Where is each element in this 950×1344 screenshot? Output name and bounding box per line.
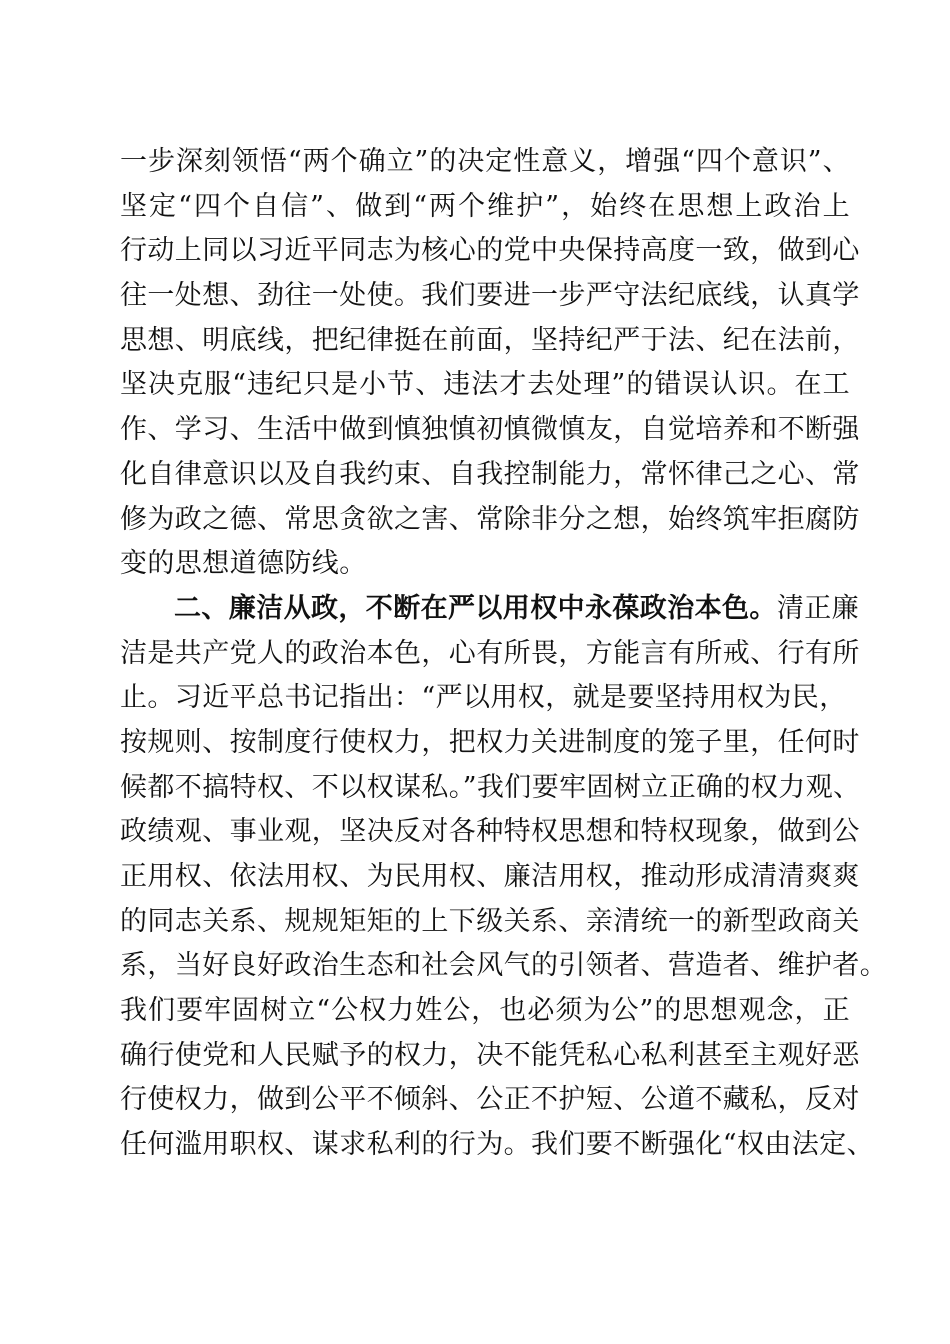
text-line: 坚决克服“违纪只是小节、违法才去处理”的错误认识。在工	[120, 369, 850, 401]
section-heading-tail: 清正廉	[776, 592, 860, 624]
text-line: 往一处想、劲往一处使。我们要进一步严守法纪底线，认真学	[120, 280, 860, 312]
text-line: 行使权力，做到公平不倾斜、公正不护短、公道不藏私，反对	[120, 1084, 860, 1116]
text-line: 确行使党和人民赋予的权力，决不能凭私心私利甚至主观好恶	[120, 1039, 860, 1071]
text-line: 候都不搞特权、不以权谋私。”我们要牢固树立正确的权力观、	[120, 771, 861, 803]
text-line: 一步深刻领悟“两个确立”的决定性意义，增强“四个意识”、	[120, 146, 850, 177]
text-line: 变的思想道德防线。	[120, 548, 367, 580]
text-line: 修为政之德、常思贪欲之害、常除非分之想，始终筑牢拒腐防	[120, 503, 860, 535]
text-line: 坚定“四个自信”、做到“两个维护”，始终在思想上政治上	[120, 190, 850, 222]
body-text	[120, 140, 888, 1168]
text-line: 我们要牢固树立“公权力姓公，也必须为公”的思想观念，正	[120, 995, 850, 1027]
section-heading-line	[120, 587, 860, 632]
text-line: 思想、明底线，把纪律挺在前面，坚持纪严于法、纪在法前，	[120, 324, 860, 356]
text-line: 按规则、按制度行使权力，把权力关进制度的笼子里，任何时	[120, 726, 860, 758]
section-heading: 二、廉洁从政，不断在严以用权中永葆政治本色。	[174, 592, 777, 624]
text-line: 化自律意识以及自我约束、自我控制能力，常怀律己之心、常	[120, 458, 860, 490]
text-line: 的同志关系、规规矩矩的上下级关系、亲清统一的新型政商关	[120, 905, 860, 937]
text-line: 正用权、依法用权、为民用权、廉洁用权，推动形成清清爽爽	[120, 861, 860, 892]
text-line: 系，当好良好政治生态和社会风气的引领者、营造者、维护者。	[120, 950, 888, 982]
text-line: 政绩观、事业观，坚决反对各种特权思想和特权现象，做到公	[120, 816, 860, 848]
text-line: 作、学习、生活中做到慎独慎初慎微慎友，自觉培养和不断强	[120, 414, 860, 446]
text-line: 止。习近平总书记指出：“严以用权，就是要坚持用权为民，	[120, 682, 847, 714]
text-line: 行动上同以习近平同志为核心的党中央保持高度一致，做到心	[120, 235, 860, 267]
text-line: 任何滥用职权、谋求私利的行为。我们要不断强化“权由法定、	[120, 1129, 875, 1161]
text-line: 洁是共产党人的政治本色，心有所畏，方能言有所戒、行有所	[120, 637, 860, 669]
